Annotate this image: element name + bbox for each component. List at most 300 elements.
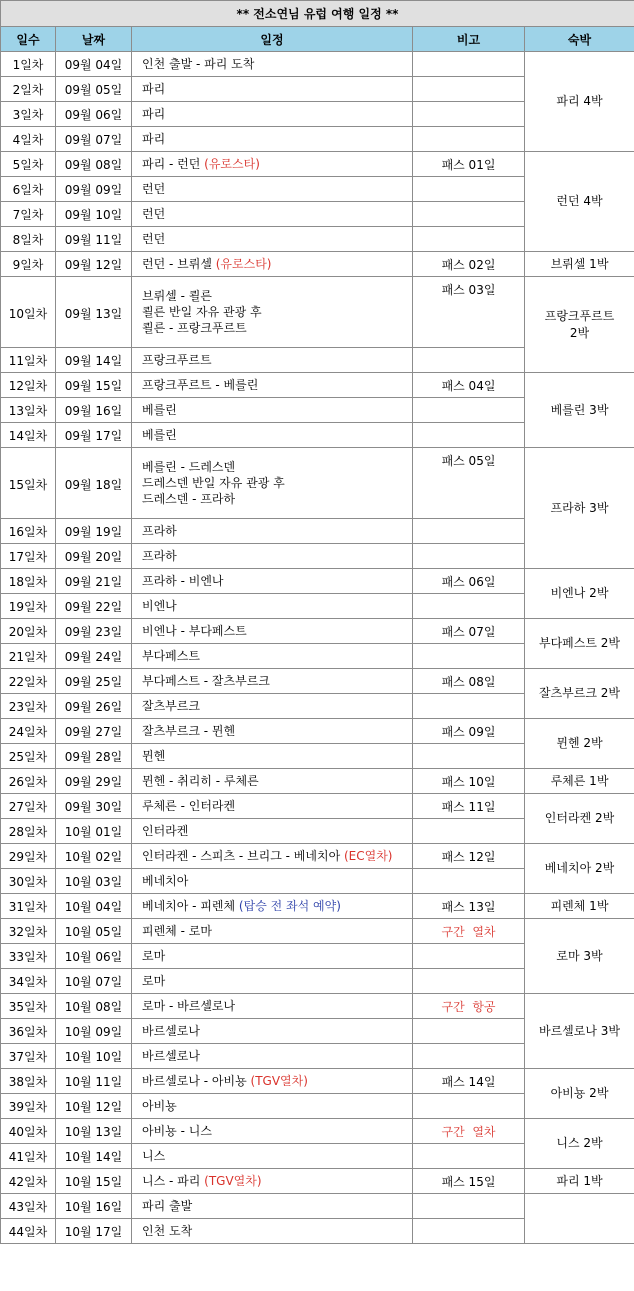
cell-schedule bbox=[132, 348, 413, 373]
stay-line: 인터라켄 2박 bbox=[544, 811, 615, 826]
cell-note bbox=[413, 944, 525, 969]
cell-stay bbox=[525, 152, 634, 252]
table-row bbox=[1, 569, 634, 594]
cell-day: 18일차 bbox=[1, 569, 56, 594]
transport-tag: (유로스타) bbox=[215, 257, 272, 271]
cell-note: 패스 12일 bbox=[413, 844, 525, 869]
cell-day: 9일차 bbox=[1, 252, 56, 277]
cell-day: 26일차 bbox=[1, 769, 56, 794]
schedule-line bbox=[142, 998, 412, 1014]
header-day: 일수 bbox=[1, 27, 56, 52]
cell-day: 32일차 bbox=[1, 919, 56, 944]
cell-day: 41일차 bbox=[1, 1144, 56, 1169]
stay-line: 피렌체 1박 bbox=[550, 898, 609, 913]
cell-schedule bbox=[132, 1094, 413, 1119]
cell-schedule bbox=[132, 202, 413, 227]
cell-date: 10월 02일 bbox=[56, 844, 132, 869]
stay-line: 니스 2박 bbox=[556, 1136, 603, 1151]
cell-day: 29일차 bbox=[1, 844, 56, 869]
table-row bbox=[1, 1194, 634, 1219]
schedule-line bbox=[142, 773, 412, 789]
schedule-text: 베네치아 bbox=[142, 874, 189, 888]
cell-note: 패스 09일 bbox=[413, 719, 525, 744]
schedule-line bbox=[142, 402, 412, 418]
cell-schedule bbox=[132, 77, 413, 102]
schedule-line bbox=[142, 475, 412, 491]
cell-stay bbox=[525, 669, 634, 719]
cell-stay bbox=[525, 448, 634, 569]
cell-stay bbox=[525, 1169, 634, 1194]
schedule-text: 드레스덴 - 프라하 bbox=[142, 492, 236, 506]
cell-day: 1일차 bbox=[1, 52, 56, 77]
cell-schedule bbox=[132, 594, 413, 619]
cell-day: 21일차 bbox=[1, 644, 56, 669]
cell-date: 10월 10일 bbox=[56, 1044, 132, 1069]
schedule-line bbox=[142, 1223, 412, 1239]
schedule-line bbox=[142, 1048, 412, 1064]
schedule-line bbox=[142, 352, 412, 368]
cell-schedule bbox=[132, 252, 413, 277]
cell-day: 3일차 bbox=[1, 102, 56, 127]
cell-note: 패스 02일 bbox=[413, 252, 525, 277]
stay-line: 로마 3박 bbox=[556, 948, 603, 963]
cell-schedule bbox=[132, 794, 413, 819]
stay-line: 바르셀로나 3박 bbox=[539, 1023, 621, 1038]
schedule-text: 브뤼셀 - 쾰른 bbox=[142, 289, 212, 303]
stay-line: 루체른 1박 bbox=[550, 773, 609, 788]
cell-schedule bbox=[132, 277, 413, 348]
schedule-line bbox=[142, 698, 412, 714]
cell-note: 패스 07일 bbox=[413, 619, 525, 644]
cell-schedule bbox=[132, 694, 413, 719]
table-row bbox=[1, 894, 634, 919]
cell-schedule bbox=[132, 1019, 413, 1044]
schedule-text: 인천 도착 bbox=[142, 1224, 193, 1238]
table-row bbox=[1, 373, 634, 398]
cell-day: 10일차 bbox=[1, 277, 56, 348]
cell-date: 10월 03일 bbox=[56, 869, 132, 894]
cell-day: 42일차 bbox=[1, 1169, 56, 1194]
cell-schedule bbox=[132, 127, 413, 152]
schedule-text: 로마 bbox=[142, 974, 166, 988]
cell-date: 09월 10일 bbox=[56, 202, 132, 227]
schedule-line bbox=[142, 1173, 412, 1189]
cell-note: 구간 열차 bbox=[413, 1119, 525, 1144]
cell-schedule bbox=[132, 919, 413, 944]
schedule-text: 인터라켄 - 스피츠 - 브리그 - 베네치아 bbox=[142, 849, 344, 863]
cell-note bbox=[413, 744, 525, 769]
cell-stay bbox=[525, 619, 634, 669]
schedule-text: 니스 - 파리 bbox=[142, 1174, 205, 1188]
cell-date: 09월 06일 bbox=[56, 102, 132, 127]
cell-day: 28일차 bbox=[1, 819, 56, 844]
stay-line: 비엔나 2박 bbox=[550, 586, 609, 601]
schedule-text: 뮌헨 - 취리히 - 루체른 bbox=[142, 774, 259, 788]
cell-date: 09월 24일 bbox=[56, 644, 132, 669]
cell-date: 10월 04일 bbox=[56, 894, 132, 919]
schedule-line bbox=[142, 181, 412, 197]
cell-note bbox=[413, 819, 525, 844]
cell-day: 15일차 bbox=[1, 448, 56, 519]
table-row bbox=[1, 794, 634, 819]
table-row bbox=[1, 252, 634, 277]
schedule-line bbox=[142, 823, 412, 839]
cell-note: 패스 11일 bbox=[413, 794, 525, 819]
schedule-line bbox=[142, 1198, 412, 1214]
cell-schedule bbox=[132, 719, 413, 744]
cell-day: 17일차 bbox=[1, 544, 56, 569]
stay-line: 브뤼셀 1박 bbox=[550, 256, 609, 271]
transport-tag: (탑승 전 좌석 예약) bbox=[238, 899, 341, 913]
cell-date: 10월 16일 bbox=[56, 1194, 132, 1219]
cell-date: 10월 12일 bbox=[56, 1094, 132, 1119]
schedule-line bbox=[142, 648, 412, 664]
cell-date: 09월 12일 bbox=[56, 252, 132, 277]
cell-schedule bbox=[132, 227, 413, 252]
stay-line: 아비뇽 2박 bbox=[550, 1086, 609, 1101]
header-row bbox=[1, 27, 634, 52]
cell-schedule bbox=[132, 894, 413, 919]
cell-schedule bbox=[132, 619, 413, 644]
cell-stay bbox=[525, 844, 634, 894]
cell-day: 12일차 bbox=[1, 373, 56, 398]
cell-day: 36일차 bbox=[1, 1019, 56, 1044]
schedule-text: 베를린 bbox=[142, 428, 177, 442]
table-row bbox=[1, 52, 634, 77]
cell-schedule bbox=[132, 1119, 413, 1144]
schedule-line bbox=[142, 973, 412, 989]
cell-day: 6일차 bbox=[1, 177, 56, 202]
cell-date: 09월 26일 bbox=[56, 694, 132, 719]
schedule-text: 파리 bbox=[142, 82, 166, 96]
cell-note bbox=[413, 177, 525, 202]
stay-line: 부다페스트 2박 bbox=[539, 636, 621, 651]
cell-day: 16일차 bbox=[1, 519, 56, 544]
cell-schedule bbox=[132, 1169, 413, 1194]
stay-line: 프랑크푸르트 bbox=[544, 309, 615, 324]
schedule-text: 파리 bbox=[142, 107, 166, 121]
schedule-text: 베를린 bbox=[142, 403, 177, 417]
cell-day: 31일차 bbox=[1, 894, 56, 919]
cell-note bbox=[413, 594, 525, 619]
cell-note: 패스 14일 bbox=[413, 1069, 525, 1094]
cell-date: 09월 29일 bbox=[56, 769, 132, 794]
cell-note: 구간 열차 bbox=[413, 919, 525, 944]
cell-day: 4일차 bbox=[1, 127, 56, 152]
cell-date: 10월 06일 bbox=[56, 944, 132, 969]
cell-stay bbox=[525, 1069, 634, 1119]
cell-note: 패스 01일 bbox=[413, 152, 525, 177]
cell-day: 19일차 bbox=[1, 594, 56, 619]
cell-date: 09월 09일 bbox=[56, 177, 132, 202]
cell-note: 패스 03일 bbox=[413, 277, 525, 348]
schedule-text: 바르셀로나 - 아비뇽 bbox=[142, 1074, 251, 1088]
schedule-line bbox=[142, 1023, 412, 1039]
cell-note bbox=[413, 519, 525, 544]
cell-date: 09월 30일 bbox=[56, 794, 132, 819]
cell-stay bbox=[525, 52, 634, 152]
cell-schedule bbox=[132, 519, 413, 544]
cell-date: 09월 05일 bbox=[56, 77, 132, 102]
schedule-line bbox=[142, 1073, 412, 1089]
header-date: 날짜 bbox=[56, 27, 132, 52]
schedule-text: 파리 bbox=[142, 132, 166, 146]
cell-date: 09월 28일 bbox=[56, 744, 132, 769]
schedule-line bbox=[142, 106, 412, 122]
schedule-line bbox=[142, 304, 412, 320]
schedule-text: 쾰른 반일 자유 관광 후 bbox=[142, 305, 262, 319]
cell-schedule bbox=[132, 994, 413, 1019]
cell-day: 40일차 bbox=[1, 1119, 56, 1144]
transport-tag: (유로스타) bbox=[204, 157, 260, 171]
schedule-line bbox=[142, 56, 412, 72]
cell-day: 43일차 bbox=[1, 1194, 56, 1219]
cell-date: 10월 08일 bbox=[56, 994, 132, 1019]
cell-note bbox=[413, 869, 525, 894]
table-row bbox=[1, 919, 634, 944]
schedule-line bbox=[142, 256, 412, 272]
cell-note: 패스 06일 bbox=[413, 569, 525, 594]
cell-date: 10월 13일 bbox=[56, 1119, 132, 1144]
cell-note: 패스 10일 bbox=[413, 769, 525, 794]
schedule-text: 뮌헨 bbox=[142, 749, 166, 763]
schedule-line bbox=[142, 81, 412, 97]
schedule-text: 프랑크푸르트 - 베를린 bbox=[142, 378, 259, 392]
cell-note bbox=[413, 52, 525, 77]
cell-day: 11일차 bbox=[1, 348, 56, 373]
cell-date: 09월 21일 bbox=[56, 569, 132, 594]
schedule-text: 바르셀로나 bbox=[142, 1049, 200, 1063]
cell-note: 패스 13일 bbox=[413, 894, 525, 919]
table-row bbox=[1, 619, 634, 644]
schedule-line bbox=[142, 723, 412, 739]
schedule-line bbox=[142, 377, 412, 393]
schedule-text: 아비뇽 - 니스 bbox=[142, 1124, 212, 1138]
cell-day: 25일차 bbox=[1, 744, 56, 769]
cell-schedule bbox=[132, 177, 413, 202]
cell-date: 09월 04일 bbox=[56, 52, 132, 77]
table-row bbox=[1, 152, 634, 177]
cell-day: 35일차 bbox=[1, 994, 56, 1019]
schedule-line bbox=[142, 131, 412, 147]
cell-date: 09월 08일 bbox=[56, 152, 132, 177]
table-row bbox=[1, 769, 634, 794]
cell-schedule bbox=[132, 152, 413, 177]
cell-schedule bbox=[132, 423, 413, 448]
cell-date: 09월 19일 bbox=[56, 519, 132, 544]
schedule-line bbox=[142, 948, 412, 964]
schedule-text: 부다페스트 bbox=[142, 649, 200, 663]
schedule-text: 인천 출발 - 파리 도착 bbox=[142, 57, 255, 71]
cell-schedule bbox=[132, 1219, 413, 1244]
cell-schedule bbox=[132, 669, 413, 694]
cell-date: 10월 17일 bbox=[56, 1219, 132, 1244]
schedule-text: 파리 출발 bbox=[142, 1199, 193, 1213]
cell-note bbox=[413, 694, 525, 719]
cell-date: 10월 11일 bbox=[56, 1069, 132, 1094]
schedule-line bbox=[142, 848, 412, 864]
schedule-text: 프랑크푸르트 bbox=[142, 353, 212, 367]
cell-schedule bbox=[132, 869, 413, 894]
cell-schedule bbox=[132, 1144, 413, 1169]
cell-note bbox=[413, 1019, 525, 1044]
cell-date: 09월 15일 bbox=[56, 373, 132, 398]
stay-line: 파리 1박 bbox=[556, 1173, 603, 1188]
cell-day: 7일차 bbox=[1, 202, 56, 227]
schedule-text: 로마 - 바르셀로나 bbox=[142, 999, 236, 1013]
cell-date: 09월 11일 bbox=[56, 227, 132, 252]
cell-note bbox=[413, 544, 525, 569]
schedule-text: 바르셀로나 bbox=[142, 1024, 200, 1038]
cell-stay bbox=[525, 769, 634, 794]
cell-date: 09월 20일 bbox=[56, 544, 132, 569]
stay-line: 베네치아 2박 bbox=[544, 861, 615, 876]
cell-date: 10월 01일 bbox=[56, 819, 132, 844]
cell-note bbox=[413, 398, 525, 423]
cell-day: 44일차 bbox=[1, 1219, 56, 1244]
table-row bbox=[1, 1169, 634, 1194]
table-row bbox=[1, 1119, 634, 1144]
cell-note bbox=[413, 1094, 525, 1119]
schedule-text: 아비뇽 bbox=[142, 1099, 177, 1113]
cell-note bbox=[413, 102, 525, 127]
schedule-line bbox=[142, 156, 412, 172]
cell-stay bbox=[525, 794, 634, 844]
cell-schedule bbox=[132, 373, 413, 398]
cell-schedule bbox=[132, 569, 413, 594]
cell-stay bbox=[525, 994, 634, 1069]
header-stay: 숙박 bbox=[525, 27, 634, 52]
cell-day: 13일차 bbox=[1, 398, 56, 423]
cell-schedule bbox=[132, 819, 413, 844]
schedule-line bbox=[142, 923, 412, 939]
schedule-line bbox=[142, 231, 412, 247]
schedule-text: 런던 bbox=[142, 182, 166, 196]
schedule-line bbox=[142, 548, 412, 564]
cell-date: 09월 17일 bbox=[56, 423, 132, 448]
schedule-text: 비엔나 - 부다페스트 bbox=[142, 624, 247, 638]
table-row bbox=[1, 844, 634, 869]
cell-date: 09월 13일 bbox=[56, 277, 132, 348]
cell-schedule bbox=[132, 544, 413, 569]
cell-note bbox=[413, 423, 525, 448]
cell-day: 20일차 bbox=[1, 619, 56, 644]
schedule-line bbox=[142, 523, 412, 539]
cell-note bbox=[413, 348, 525, 373]
schedule-text: 부다페스트 - 잘츠부르크 bbox=[142, 674, 270, 688]
cell-date: 10월 09일 bbox=[56, 1019, 132, 1044]
stay-line: 뮌헨 2박 bbox=[556, 736, 603, 751]
cell-day: 23일차 bbox=[1, 694, 56, 719]
cell-schedule bbox=[132, 644, 413, 669]
schedule-text: 파리 - 런던 bbox=[142, 157, 205, 171]
transport-tag: (EC열차) bbox=[343, 849, 393, 863]
cell-date: 09월 22일 bbox=[56, 594, 132, 619]
cell-schedule bbox=[132, 744, 413, 769]
cell-stay bbox=[525, 919, 634, 994]
schedule-line bbox=[142, 1098, 412, 1114]
cell-day: 30일차 bbox=[1, 869, 56, 894]
cell-schedule bbox=[132, 769, 413, 794]
schedule-line bbox=[142, 623, 412, 639]
schedule-line bbox=[142, 427, 412, 443]
schedule-text: 프라하 bbox=[142, 549, 177, 563]
cell-schedule bbox=[132, 1069, 413, 1094]
cell-day: 38일차 bbox=[1, 1069, 56, 1094]
header-note: 비고 bbox=[413, 27, 525, 52]
cell-note bbox=[413, 77, 525, 102]
schedule-text: 니스 bbox=[142, 1149, 166, 1163]
stay-line: 파리 4박 bbox=[556, 94, 603, 109]
cell-schedule bbox=[132, 398, 413, 423]
schedule-text: 프라하 - 비엔나 bbox=[142, 574, 224, 588]
schedule-text: 드레스덴 반일 자유 관광 후 bbox=[142, 476, 285, 490]
cell-note bbox=[413, 644, 525, 669]
table-title: ** 전소연님 유럽 여행 일정 ** bbox=[1, 1, 634, 27]
cell-date: 10월 15일 bbox=[56, 1169, 132, 1194]
cell-note: 패스 05일 bbox=[413, 448, 525, 519]
cell-note: 패스 08일 bbox=[413, 669, 525, 694]
cell-note: 구간 항공 bbox=[413, 994, 525, 1019]
schedule-line bbox=[142, 288, 412, 304]
table-row bbox=[1, 994, 634, 1019]
cell-note bbox=[413, 127, 525, 152]
schedule-text: 루체른 - 인터라켄 bbox=[142, 799, 236, 813]
stay-line: 런던 4박 bbox=[556, 194, 603, 209]
stay-line: 베를린 3박 bbox=[550, 402, 609, 417]
header-schedule: 일정 bbox=[132, 27, 413, 52]
schedule-text: 잘츠부르크 bbox=[142, 699, 200, 713]
table-row bbox=[1, 448, 634, 519]
cell-note bbox=[413, 227, 525, 252]
schedule-text: 베네치아 - 피렌체 bbox=[142, 899, 239, 913]
cell-stay bbox=[525, 277, 634, 373]
cell-day: 34일차 bbox=[1, 969, 56, 994]
cell-date: 09월 27일 bbox=[56, 719, 132, 744]
cell-date: 09월 25일 bbox=[56, 669, 132, 694]
schedule-text: 런던 bbox=[142, 232, 166, 246]
cell-day: 14일차 bbox=[1, 423, 56, 448]
title-row bbox=[1, 1, 634, 27]
schedule-line bbox=[142, 320, 412, 336]
schedule-text: 쾰른 - 프랑크푸르트 bbox=[142, 321, 247, 335]
cell-stay bbox=[525, 373, 634, 448]
schedule-line bbox=[142, 873, 412, 889]
cell-note: 패스 04일 bbox=[413, 373, 525, 398]
cell-date: 09월 07일 bbox=[56, 127, 132, 152]
schedule-line bbox=[142, 1123, 412, 1139]
cell-note bbox=[413, 1144, 525, 1169]
cell-date: 09월 18일 bbox=[56, 448, 132, 519]
cell-stay bbox=[525, 252, 634, 277]
cell-note bbox=[413, 1044, 525, 1069]
cell-note bbox=[413, 1219, 525, 1244]
cell-day: 5일차 bbox=[1, 152, 56, 177]
cell-day: 24일차 bbox=[1, 719, 56, 744]
stay-line: 2박 bbox=[569, 325, 590, 340]
schedule-text: 베를린 - 드레스덴 bbox=[142, 460, 236, 474]
schedule-line bbox=[142, 491, 412, 507]
schedule-text: 프라하 bbox=[142, 524, 177, 538]
cell-schedule bbox=[132, 1044, 413, 1069]
cell-schedule bbox=[132, 944, 413, 969]
cell-date: 10월 14일 bbox=[56, 1144, 132, 1169]
schedule-line bbox=[142, 598, 412, 614]
cell-stay bbox=[525, 1194, 634, 1244]
schedule-line bbox=[142, 573, 412, 589]
cell-schedule bbox=[132, 448, 413, 519]
table-row bbox=[1, 669, 634, 694]
